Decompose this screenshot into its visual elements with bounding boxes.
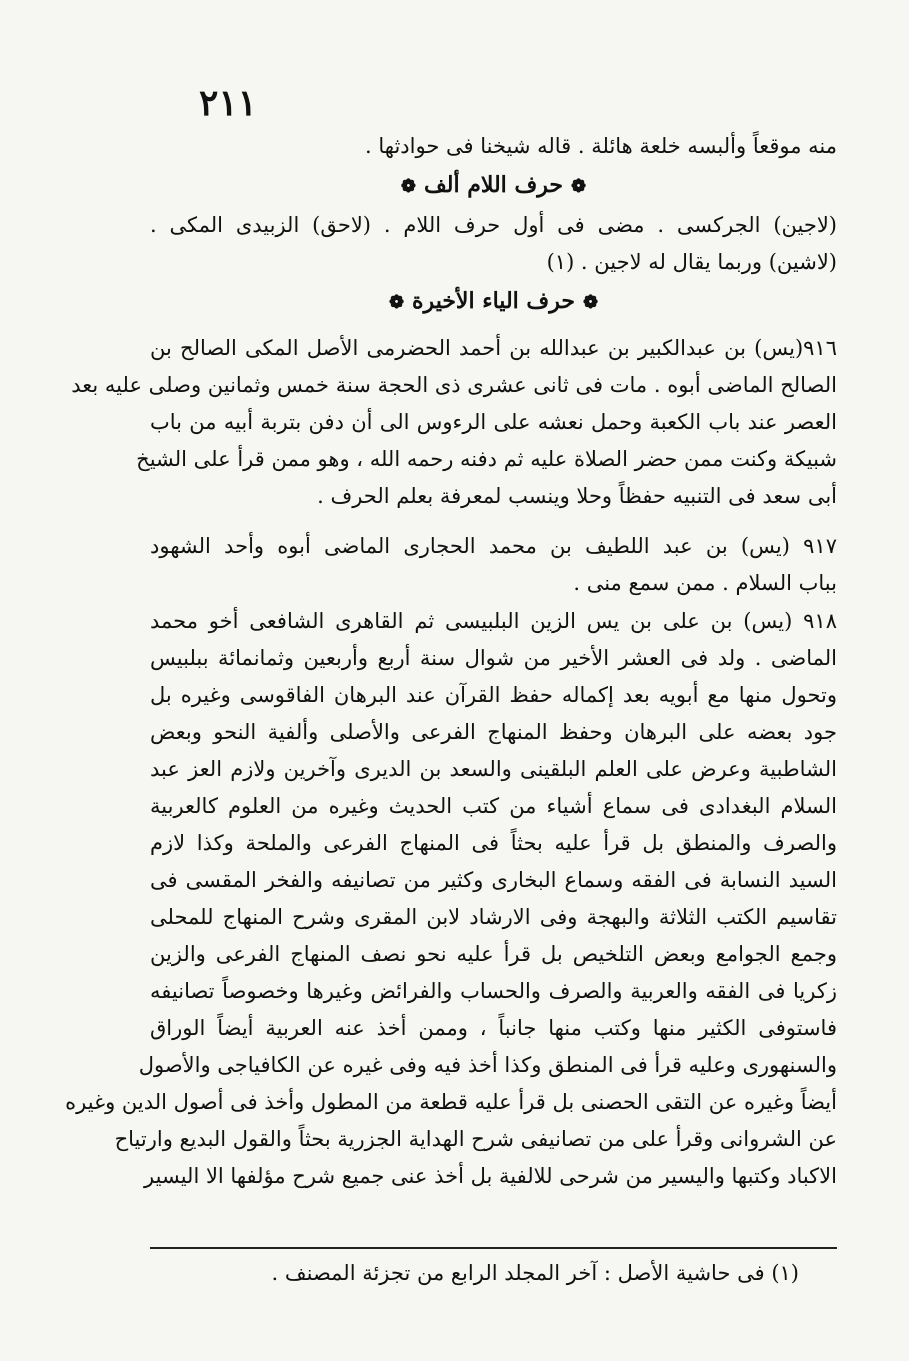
- text-line: أبى سعد فى التنبيه حفظاً وحلا وينسب لمعرفة بعلم الحرف .: [317, 484, 837, 508]
- text-line: عن الشروانى وقرأ على من تصانيفى شرح الهداية الجزرية بحثاً والقول البديع وارتياح: [114, 1127, 837, 1151]
- text-line: وجمع الجوامع وبعض التلخيص بل قرأ عليه نحو نصف المنهاج الفرعى والزين: [150, 942, 837, 966]
- text-line: بباب السلام . ممن سمع منى .: [573, 571, 837, 595]
- entry-917: [150, 528, 837, 602]
- text-line: تقاسيم الكتب الثلاثة والبهجة وفى الارشاد لابن المقرى وشرح المنهاج للمحلى: [150, 905, 837, 929]
- entry-916: [71, 330, 837, 515]
- page-number: ٢١١: [198, 82, 257, 124]
- intro-line-block: [150, 128, 837, 165]
- entry-918: [65, 603, 837, 1195]
- text-line: جود بعضه على البرهان وحفظ المنهاج الفرعى والأصلى وألفية النحو وبعض: [150, 720, 837, 744]
- text-line: العصر عند باب الكعبة وحمل نعشه على الرءوس الى أن دفن بتربة أبيه من باب: [150, 410, 837, 434]
- ornament-icon: ❁: [388, 292, 405, 313]
- text-line: (لاشين) وربما يقال له لاجين . (١): [546, 250, 837, 274]
- text-line: السلام البغدادى فى سماع أشياء من كتب الحديث وغيره من العلوم كالعربية: [150, 794, 837, 818]
- ornament-icon: ❁: [571, 176, 587, 197]
- text-line: الاكباد وكتبها واليسير من شرحى للالفية بل أخذ عنى جميع شرح مؤلفها الا اليسير: [144, 1164, 837, 1188]
- text-line: ٩١٦(يس) بن عبدالكبير بن عبدالله بن أحمد الحضرمى الأصل المكى الصالح بن: [150, 336, 837, 360]
- text-line: الصالح الماضى أبوه . مات فى ثانى عشرى ذى الحجة سنة خمس وثمانين وصلى عليه بعد: [71, 373, 837, 397]
- text-line: الماضى . ولد فى العشر الأخير من شوال سنة أربع وأربعين وثمانمائة ببلبيس: [150, 646, 837, 670]
- heading-lam-alif-text: حرف اللام ألف: [423, 172, 563, 198]
- section-heading-lam-alif: [150, 168, 837, 204]
- heading-ya-text: حرف الياء الأخيرة: [412, 288, 575, 314]
- text-line: شبيكة وكنت ممن حضر الصلاة عليه ثم دفنه رحمه الله ، وهو ممن قرأ على الشيخ: [136, 447, 837, 471]
- text-line: الشاطبية وعرض على العلم البلقينى والسعد بن الديرى وآخرين ولازم العز عبد: [150, 757, 837, 781]
- text-line: أيضاً وغيره عن التقى الحصنى بل قرأ عليه قطعة من المطول وأخذ فى أصول الدين وغيره: [65, 1090, 837, 1114]
- text-line: والصرف والمنطق بل قرأ عليه بحثاً فى المنهاج الفرعى والملحة وكذا لازم: [150, 831, 837, 855]
- text-line: السيد النسابة فى الفقه وسماع البخارى وكثير من تصانيفه والفخر المقسى فى: [150, 868, 837, 892]
- ornament-icon: ❁: [400, 176, 416, 197]
- text-line: والسنهورى وعليه قرأ فى المنطق وكذا أخذ فيه وفى غيره عن الكافياجى والأصول: [138, 1053, 837, 1077]
- intro-line: منه موقعاً وألبسه خلعة هائلة . قاله شيخنا فى حوادثها .: [365, 134, 837, 158]
- section-heading-ya: [150, 284, 837, 320]
- text-line: ٩١٨ (يس) بن على بن يس الزين البلبيسى ثم القاهرى الشافعى أخو محمد: [150, 609, 837, 633]
- text-line: زكريا فى الفقه والعربية والصرف والحساب والفرائض وغيرها وخصوصاً تصانيفه: [150, 979, 837, 1003]
- text-line: وتحول منها مع أبويه بعد إكماله حفظ القرآن عند البرهان الفاقوسى وغيره بل: [150, 683, 837, 707]
- lam-alif-entries: [150, 207, 837, 281]
- text-line: (لاجين) الجركسى . مضى فى أول حرف اللام . (لاحق) الزبيدى المكى .: [150, 213, 837, 237]
- footnote-divider: [150, 1247, 837, 1249]
- text-line: ٩١٧ (يس) بن عبد اللطيف بن محمد الحجارى الماضى أبوه وأحد الشهود: [150, 534, 837, 558]
- ornament-icon: ❁: [582, 292, 599, 313]
- footnote: (١) فى حاشية الأصل : آخر المجلد الرابع من تجزئة المصنف .: [271, 1261, 799, 1285]
- text-line: فاستوفى الكثير منها وكتب منها جانباً ، وممن أخذ عنه العربية أيضاً الوراق: [150, 1016, 837, 1040]
